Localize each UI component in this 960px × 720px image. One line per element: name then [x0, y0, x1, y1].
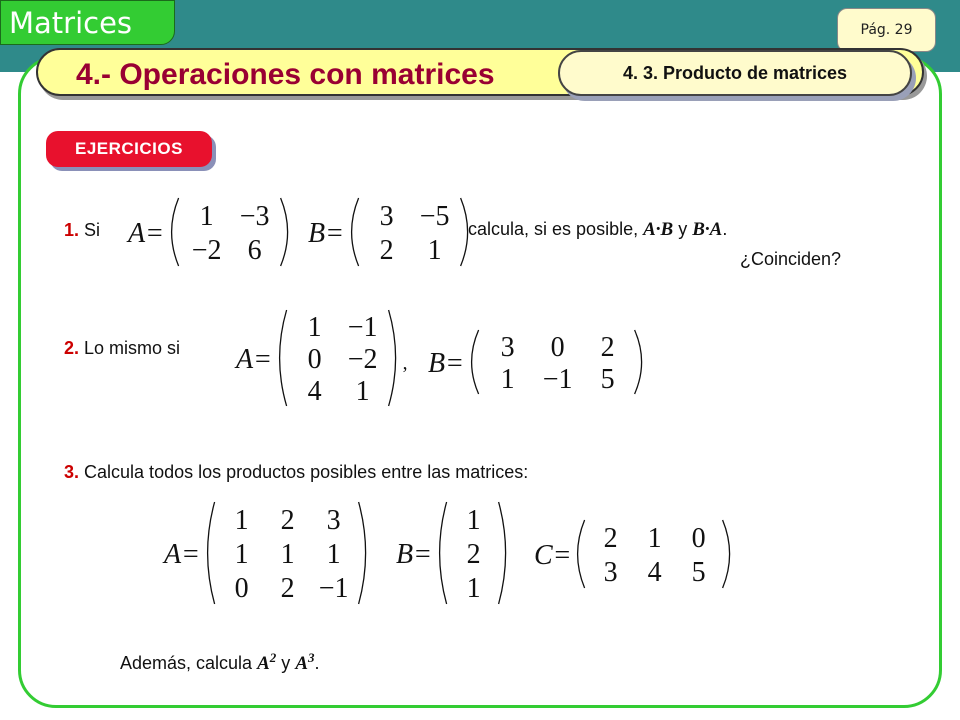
matrix-comma: , — [402, 353, 408, 375]
matrix-entry: 1 — [234, 538, 249, 570]
power-a2-base: A — [257, 653, 270, 674]
page-number: Pág. 29 — [837, 8, 936, 52]
matrix-3-b — [396, 500, 506, 604]
exercise-3-ademas: Además, calcula — [120, 653, 253, 673]
matrix-name: B= — [396, 538, 432, 570]
matrix-entry: 1 — [280, 538, 295, 570]
matrix-1-b — [308, 196, 468, 268]
matrix-entry: 2 — [603, 522, 618, 554]
matrix-entry: −2 — [191, 234, 222, 266]
exercise-2-number: 2. — [64, 338, 80, 358]
matrix-entry: 3 — [500, 331, 515, 363]
left-bracket — [280, 310, 287, 406]
right-bracket — [499, 502, 506, 604]
matrix-entry: 0 — [691, 522, 706, 554]
matrix-entry: 1 — [647, 522, 662, 554]
right-bracket — [389, 310, 396, 406]
matrix-entry: 0 — [307, 343, 322, 375]
matrix-entry: −5 — [419, 200, 450, 232]
right-bracket — [281, 198, 288, 266]
product-a-b: A·B — [643, 219, 674, 240]
right-bracket — [461, 198, 468, 266]
matrix-name: B= — [428, 347, 464, 379]
matrix-1-a — [128, 196, 308, 268]
matrix-2-a — [236, 308, 406, 412]
exercise-3-lead — [64, 460, 528, 484]
exercise-3-period: . — [314, 653, 320, 673]
subsection-title: 4. 3. Producto de matrices — [558, 50, 912, 96]
matrix-entry: −3 — [239, 200, 270, 232]
power-3-exponent: 3 — [308, 650, 315, 665]
matrix-entry: 1 — [500, 363, 515, 395]
matrix-3-c — [534, 518, 734, 590]
left-bracket — [172, 198, 179, 266]
matrix-entry: 2 — [600, 331, 615, 363]
matrix-entry: 0 — [234, 572, 249, 604]
exercise-1-calcula: calcula, si es posible, — [468, 219, 639, 239]
left-bracket — [472, 330, 479, 394]
matrix-entry: 1 — [307, 311, 322, 343]
matrix-entry: 1 — [466, 572, 481, 604]
matrix-entry: 1 — [199, 200, 214, 232]
exercise-3-number: 3. — [64, 462, 80, 482]
exercise-3-text: Calcula todos los productos posibles entre las matrices: — [84, 462, 529, 482]
exercises-badge: EJERCICIOS — [46, 131, 212, 167]
left-bracket — [440, 502, 447, 604]
matrix-entry: 6 — [247, 234, 262, 266]
matrix-entry: −2 — [347, 343, 378, 375]
matrix-entry: 1 — [326, 538, 341, 570]
exercise-2-lead — [64, 336, 180, 360]
power-2-exponent: 2 — [269, 650, 277, 665]
left-bracket — [352, 198, 359, 266]
matrix-entry: 2 — [280, 504, 295, 536]
matrix-entry: −1 — [318, 572, 349, 604]
matrix-name: B= — [308, 217, 344, 249]
exercise-1-y: y — [678, 219, 688, 239]
exercise-1-period: . — [722, 219, 728, 239]
power-a3-base: A — [295, 653, 308, 674]
app-title: Matrices — [0, 0, 175, 45]
exercise-1-si: Si — [84, 220, 101, 240]
exercise-3-extra — [120, 646, 320, 676]
matrix-entry: 5 — [600, 363, 615, 395]
matrix-entry: 2 — [379, 234, 394, 266]
matrix-entry: 2 — [466, 538, 481, 570]
exercise-1-number: 1. — [64, 220, 80, 240]
exercise-2-text: Lo mismo si — [84, 338, 181, 358]
matrix-3-a — [164, 500, 364, 604]
matrix-entry: 2 — [280, 572, 295, 604]
left-bracket — [578, 520, 585, 588]
matrix-entry: 3 — [326, 504, 341, 536]
matrix-entry: 4 — [307, 375, 322, 407]
left-bracket — [208, 502, 215, 604]
matrix-entry: 1 — [355, 375, 370, 407]
matrix-entry: 0 — [550, 331, 565, 363]
matrix-entry: 1 — [466, 504, 481, 536]
matrix-name: A= — [164, 538, 200, 570]
matrix-entry: 1 — [234, 504, 249, 536]
matrix-entry: 1 — [427, 234, 442, 266]
matrix-2-b — [428, 328, 628, 396]
matrix-name: A= — [128, 217, 164, 249]
matrix-entry: −1 — [347, 311, 378, 343]
matrix-name: C= — [534, 539, 572, 571]
product-b-a: B·A — [692, 219, 723, 240]
matrix-name: A= — [236, 343, 272, 375]
matrix-entry: 5 — [691, 556, 706, 588]
exercise-1-lead — [64, 218, 100, 242]
exercise-1-text — [468, 217, 727, 242]
section-title: 4.- Operaciones con matrices — [76, 58, 495, 91]
matrix-entry: 3 — [379, 200, 394, 232]
matrix-entry: 4 — [647, 556, 662, 588]
matrix-entry: 3 — [603, 556, 618, 588]
exercise-1-question: ¿Coinciden? — [740, 249, 842, 269]
exercise-3-y: y — [281, 653, 291, 673]
right-bracket — [723, 520, 730, 588]
matrix-entry: −1 — [542, 363, 573, 395]
